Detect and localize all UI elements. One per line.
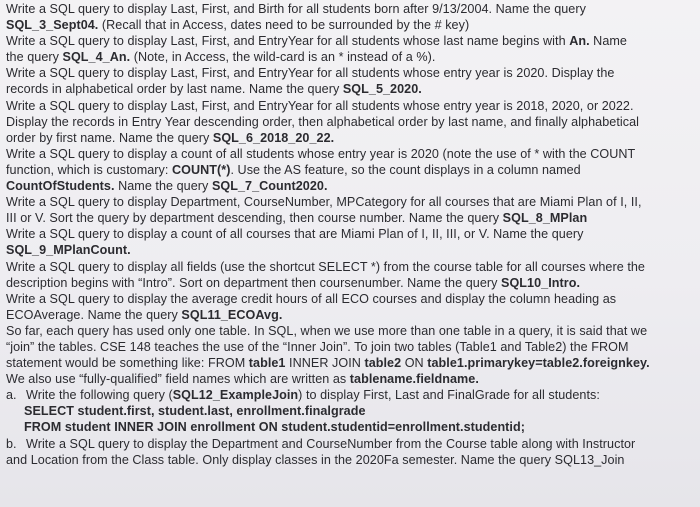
text-run: Write a SQL query to display the Department and CourseNumber from the Course table along with Instructor <box>26 436 636 451</box>
text-line <box>6 275 694 291</box>
bold-text: table1 <box>248 356 286 371</box>
text-line <box>6 1 694 17</box>
text-run: “join” the tables. CSE 148 teaches the use of the “Inner Join”. To join two tables (Table1 and Table2) the FROM <box>6 339 629 354</box>
text-run: order by first name. Name the query <box>6 130 213 145</box>
text-run: records in alphabetical order by last name. Name the query <box>6 82 343 97</box>
text-run: Write a SQL query to display all fields (use the shortcut SELECT *) from the course table for all courses where the <box>6 259 645 274</box>
text-run: Write a SQL query to display Last, First, and EntryYear for all students whose entry year is 2018, 2020, or 2022. <box>6 98 634 113</box>
text-run: the query <box>6 50 63 65</box>
text-run: INNER JOIN <box>285 356 365 371</box>
bold-text: SQL11_ECOAvg. <box>181 307 283 322</box>
text-line <box>6 371 694 387</box>
list-marker: a. <box>6 388 17 403</box>
text-line <box>6 114 694 130</box>
text-line <box>6 178 694 194</box>
text-run: Name <box>589 34 627 49</box>
text-line <box>6 291 694 307</box>
text-run: Write a SQL query to display a count of all courses that are Miami Plan of I, II, III, or V. Name the query <box>6 227 584 242</box>
bold-text: SQL_9_MPlanCount. <box>6 243 131 258</box>
text-line <box>6 436 694 452</box>
text-line <box>6 49 694 65</box>
text-run: ECOAverage. Name the query <box>6 307 182 322</box>
text-line <box>6 242 694 258</box>
text-line <box>6 259 694 275</box>
text-line <box>6 323 694 339</box>
text-run: description begins with “Intro”. Sort on department then coursenumber. Name the query <box>6 275 502 290</box>
text-run: Write a SQL query to display Department, CourseNumber, MPCategory for all courses that are Miami Plan of I, II, <box>6 195 642 210</box>
text-run: III or V. Sort the query by department descending, then course number. Name the query <box>6 211 503 226</box>
text-line <box>6 65 694 81</box>
text-line <box>6 419 694 435</box>
bold-text: SQL_7_Count2020. <box>211 179 328 194</box>
text-line <box>6 210 694 226</box>
text-line <box>6 307 694 323</box>
bold-text: CountOfStudents. <box>6 179 115 194</box>
text-run: We also use “fully-qualified” field names which are written as <box>6 372 350 387</box>
bold-text: SQL12_ExampleJoin <box>172 388 299 403</box>
text-run: So far, each query has used only one table. In SQL, when we use more than one table in a query, it is said that we <box>6 323 648 338</box>
text-run: Write a SQL query to display Last, First, and Birth for all students born after 9/13/2004. Name the query <box>6 2 586 16</box>
text-line <box>6 146 694 162</box>
bold-text: SQL_4_An. <box>62 50 131 65</box>
text-line <box>6 355 694 371</box>
bold-text: COUNT(*) <box>171 162 231 177</box>
text-run: Write a SQL query to display the average credit hours of all ECO courses and display the column heading as <box>6 291 617 306</box>
text-line <box>6 81 694 97</box>
bold-text: SQL_6_2018_20_22. <box>212 130 335 145</box>
text-line <box>6 403 694 419</box>
text-run: . Use the AS feature, so the count displays in a column named <box>230 162 581 177</box>
text-run: Write the following query ( <box>26 388 173 403</box>
bold-text: An. <box>569 34 590 49</box>
text-line <box>6 130 694 146</box>
text-line <box>6 339 694 355</box>
text-run: ON <box>401 356 428 371</box>
text-run: statement would be something like: FROM <box>6 356 249 371</box>
text-run: (Recall that in Access, dates need to be surrounded by the # key) <box>98 18 470 33</box>
bold-text: tablename.fieldname. <box>349 372 479 387</box>
text-line <box>6 98 694 114</box>
text-line <box>6 226 694 242</box>
bold-text: table2 <box>364 356 402 371</box>
text-run: Display the records in Entry Year descending order, then alphabetical order by last name, and finally alphabetical <box>6 114 639 129</box>
bold-text: SQL_5_2020. <box>342 82 422 97</box>
text-run: Write a SQL query to display Last, First, and EntryYear for all students whose entry year is 2020. Display the <box>6 66 615 81</box>
text-run: Write a SQL query to display Last, First, and EntryYear for all students whose last name begins with <box>6 34 570 49</box>
text-line <box>6 194 694 210</box>
text-line <box>6 17 694 33</box>
bold-text: SELECT student.first, student.last, enrollment.finalgrade <box>24 404 366 419</box>
text-line <box>6 162 694 178</box>
text-run: (Note, in Access, the wild-card is an * instead of a %). <box>130 50 436 65</box>
bold-text: FROM student INNER JOIN enrollment ON student.studentid=enrollment.studentid; <box>24 420 525 435</box>
bold-text: SQL_8_MPlan <box>502 211 588 226</box>
bold-text: table1.primarykey=table2.foreignkey. <box>427 356 650 371</box>
text-line <box>6 452 694 468</box>
text-line <box>6 387 694 403</box>
list-marker: b. <box>6 436 17 451</box>
text-line <box>6 33 694 49</box>
text-run: ) to display First, Last and FinalGrade for all students: <box>298 388 600 403</box>
text-run: Name the query <box>114 179 212 194</box>
text-run: and Location from the Class table. Only display classes in the 2020Fa semester. Name the query SQL13_Join <box>6 452 625 467</box>
text-run: function, which is customary: <box>6 162 172 177</box>
bold-text: SQL10_Intro. <box>501 275 580 290</box>
bold-text: SQL_3_Sept04. <box>6 18 99 33</box>
text-run: Write a SQL query to display a count of all students whose entry year is 2020 (note the use of * with the COUNT <box>6 146 636 161</box>
